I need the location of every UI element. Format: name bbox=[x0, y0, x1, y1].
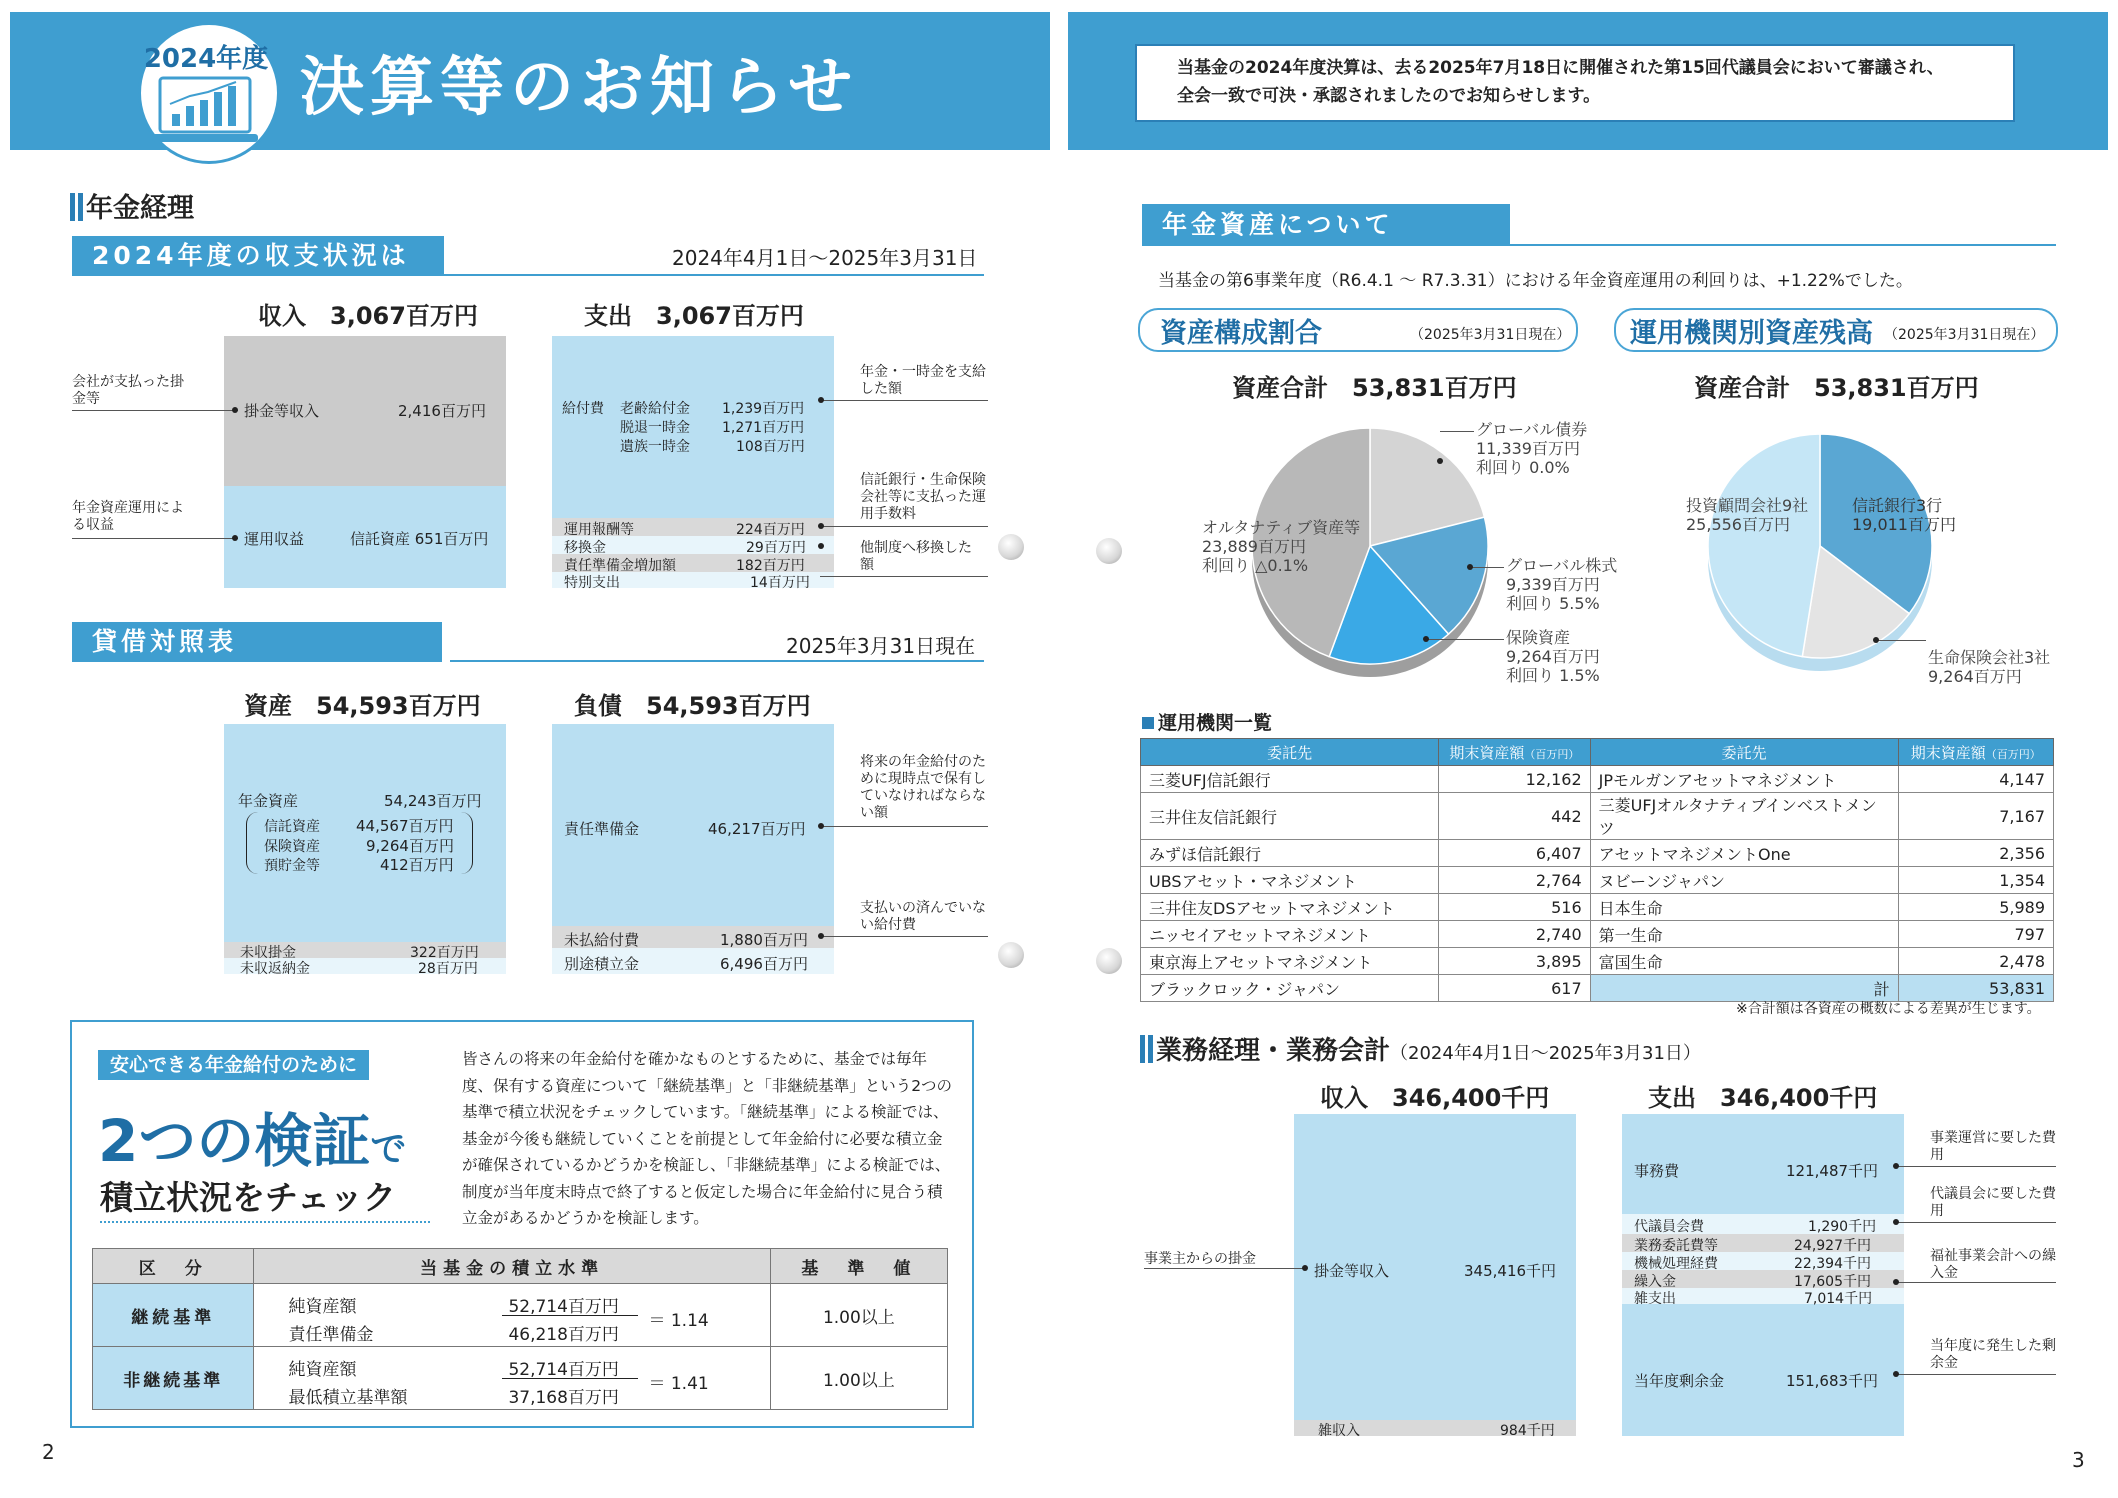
funding-check-table bbox=[92, 1248, 948, 1410]
assets-band-line bbox=[1510, 244, 2056, 246]
pie2-label-life: 生命保険会社3社 9,264百万円 bbox=[1928, 648, 2051, 686]
comp-date: （2025年3月31日現在） bbox=[1410, 327, 1571, 343]
pie-slice-2 bbox=[1708, 434, 1820, 657]
binder-hole bbox=[998, 534, 1024, 560]
ops-expense-label: 事務費 bbox=[1634, 1162, 1680, 1180]
income-period: 2024年4月1日〜2025年3月31日 bbox=[672, 246, 978, 270]
reserve-value: 46,217百万円 bbox=[708, 820, 806, 838]
kt-row-standard: 1.00以上 bbox=[770, 1284, 947, 1347]
inst-name-cell: JPモルガンアセットマネジメント bbox=[1590, 766, 1898, 793]
ops-note-council: 代議員会に要した費用 bbox=[1930, 1186, 2056, 1219]
asset-total: 資産 54,593百万円 bbox=[244, 692, 481, 720]
expense-note-transfer: 他制度へ移換した額 bbox=[860, 540, 972, 573]
inst-name-cell: 富国生命 bbox=[1590, 948, 1898, 975]
yield-text: 当基金の第6事業年度（R6.4.1 〜 R7.3.31）における年金資産運用の利回りは、+1.22%でした。 bbox=[1158, 271, 1913, 291]
sub-asset-value: 44,567百万円 bbox=[356, 817, 454, 835]
benefit-withdrawal-value: 1,271百万円 bbox=[722, 420, 805, 436]
inst-name-cell: 三菱UFJ信託銀行 bbox=[1141, 766, 1439, 793]
ops-expense-label: 雑支出 bbox=[1634, 1291, 1676, 1307]
laptop-chart-icon bbox=[150, 74, 260, 146]
inst-value-cell: 2,356 bbox=[1898, 840, 2053, 867]
expense-row-value: 182百万円 bbox=[736, 558, 805, 574]
pie1-label-alternative: オルタナティブ資産等 23,889百万円 利回り △0.1% bbox=[1202, 518, 1361, 575]
sub-asset-value: 9,264百万円 bbox=[366, 837, 454, 855]
inst-value-cell: 1,354 bbox=[1898, 867, 2053, 894]
expense-row-value: 224百万円 bbox=[736, 522, 805, 538]
inst-value-cell: 2,764 bbox=[1439, 867, 1590, 894]
inst-name-cell: ブラックロック・ジャパン bbox=[1141, 975, 1439, 1002]
page-number-right: 3 bbox=[2072, 1448, 2085, 1472]
inst-col-name: 委託先 bbox=[1141, 739, 1439, 766]
liability-row-label: 別途積立金 bbox=[564, 955, 640, 973]
kt-header-level: 当基金の積立水準 bbox=[254, 1249, 770, 1284]
table-row bbox=[1141, 793, 2054, 840]
ops-expense-value: 24,927千円 bbox=[1794, 1238, 1871, 1254]
bracket-left bbox=[246, 812, 259, 874]
inst-name-cell: アセットマネジメントOne bbox=[1590, 840, 1898, 867]
wavy-underline bbox=[100, 1218, 430, 1223]
inst-value-cell: 12,162 bbox=[1439, 766, 1590, 793]
pension-asset-label: 年金資産 bbox=[238, 792, 299, 810]
ops-expense-value: 17,605千円 bbox=[1794, 1274, 1871, 1290]
inst-name-cell: みずほ信託銀行 bbox=[1141, 840, 1439, 867]
ops-misc-income-value: 984千円 bbox=[1500, 1423, 1555, 1439]
binder-hole bbox=[1096, 948, 1122, 974]
inst-value-cell: 4,147 bbox=[1898, 766, 2053, 793]
inst-name-cell: ニッセイアセットマネジメント bbox=[1141, 921, 1439, 948]
inst-name-cell: 三菱UFJオルタナティブインベストメンツ bbox=[1590, 793, 1898, 840]
benefit-survivor-value: 108百万円 bbox=[736, 439, 805, 455]
inst-value-cell: 617 bbox=[1439, 975, 1590, 1002]
kt-header-category: 区 分 bbox=[93, 1249, 254, 1284]
ops-premium-label: 掛金等収入 bbox=[1314, 1262, 1390, 1280]
check-big-title-1: 2つの検証で bbox=[98, 1107, 407, 1175]
other-asset-label: 未収返納金 bbox=[240, 961, 310, 977]
inst-name-cell: 日本生命 bbox=[1590, 894, 1898, 921]
notice-line-1: 当基金の2024年度決算は、去る2025年7月18日に開催された第15回代議員会において審議され、 bbox=[1177, 58, 1944, 78]
ops-expense-label: 代議員会費 bbox=[1634, 1219, 1704, 1235]
inst-col-value: 期末資産額（百万円） bbox=[1439, 739, 1590, 766]
ops-expense-value: 7,014千円 bbox=[1804, 1291, 1873, 1307]
kt-row-name: 非継続基準 bbox=[93, 1347, 254, 1410]
ops-note-admin: 事業運営に要した費用 bbox=[1930, 1130, 2056, 1163]
inst-date: （2025年3月31日現在） bbox=[1884, 327, 2045, 343]
check-big-title-2: 積立状況をチェック bbox=[100, 1178, 397, 1217]
other-asset-value: 322百万円 bbox=[410, 945, 479, 961]
inst-value-cell: 2,478 bbox=[1898, 948, 2053, 975]
ops-expense-value: 151,683千円 bbox=[1786, 1372, 1879, 1390]
inst-col-value: 期末資産額（百万円） bbox=[1898, 739, 2053, 766]
inst-value-cell: 7,167 bbox=[1898, 793, 2053, 840]
comp-title: 資産構成割合 bbox=[1160, 318, 1322, 349]
inst-value-cell: 6,407 bbox=[1439, 840, 1590, 867]
pie2-label-trust: 信託銀行3行 19,011百万円 bbox=[1852, 496, 1956, 534]
sub-asset-label: 保険資産 bbox=[264, 839, 320, 855]
liability-row-label: 未払給付費 bbox=[564, 931, 640, 949]
page-title: 決算等のお知らせ bbox=[300, 51, 859, 125]
balance-band-line bbox=[450, 660, 984, 662]
comp-total: 資産合計 53,831百万円 bbox=[1232, 374, 1517, 402]
kt-row-name: 継続基準 bbox=[93, 1284, 254, 1347]
ops-income-total: 収入 346,400千円 bbox=[1320, 1084, 1550, 1112]
kt-row-level: 純資産額 52,714百万円 最低積立基準額 37,168百万円 ＝ 1.41 bbox=[254, 1347, 770, 1410]
premium-label: 掛金等収入 bbox=[244, 402, 320, 420]
inst-name-cell: UBSアセット・マネジメント bbox=[1141, 867, 1439, 894]
institution-pie bbox=[1700, 414, 1940, 684]
ops-expense-label: 機械処理経費 bbox=[1634, 1256, 1718, 1272]
kt-header-standard: 基 準 値 bbox=[770, 1249, 947, 1284]
expense-row-label: 運用報酬等 bbox=[564, 522, 634, 538]
institutions-footnote: ※合計額は各資産の概数による差異が生じます。 bbox=[1736, 1001, 2041, 1017]
other-asset-value: 28百万円 bbox=[418, 961, 478, 977]
inst-value-cell: 516 bbox=[1439, 894, 1590, 921]
ops-note-transfer: 福祉事業会計への繰入金 bbox=[1930, 1248, 2056, 1281]
pie1-label-bonds: グローバル債券 11,339百万円 利回り 0.0% bbox=[1476, 420, 1588, 477]
expense-row-value: 14百万円 bbox=[750, 575, 810, 591]
benefit-old-age-label: 老齢給付金 bbox=[620, 401, 690, 417]
income-band-line bbox=[444, 274, 984, 276]
premium-value: 2,416百万円 bbox=[398, 402, 486, 420]
expense-row-label: 特別支出 bbox=[564, 575, 620, 591]
binder-hole bbox=[998, 942, 1024, 968]
expense-note-benefits: 年金・一時金を支給した額 bbox=[860, 364, 986, 397]
ops-premium-value: 345,416千円 bbox=[1464, 1262, 1557, 1280]
liability-total: 負債 54,593百万円 bbox=[574, 692, 811, 720]
liability-row-value: 1,880百万円 bbox=[720, 931, 808, 949]
ops-misc-income-label: 雑収入 bbox=[1318, 1423, 1360, 1439]
table-row bbox=[1141, 921, 2054, 948]
reserve-label: 責任準備金 bbox=[564, 820, 640, 838]
expense-note-fees: 信託銀行・生命保険会社等に支払った運用手数料 bbox=[860, 472, 986, 522]
income-total: 収入 3,067百万円 bbox=[258, 302, 478, 330]
page-number-left: 2 bbox=[42, 1440, 55, 1464]
institutions-table bbox=[1140, 738, 2054, 1002]
ops-expense-value: 121,487千円 bbox=[1786, 1162, 1879, 1180]
inst-value-cell: 3,895 bbox=[1439, 948, 1590, 975]
ops-note-surplus: 当年度に発生した剰余金 bbox=[1930, 1338, 2056, 1371]
ops-expense-value: 1,290千円 bbox=[1808, 1219, 1877, 1235]
inst-value-cell: 53,831 bbox=[1898, 975, 2053, 1002]
table-row bbox=[1141, 894, 2054, 921]
benefit-old-age-value: 1,239百万円 bbox=[722, 401, 805, 417]
balance-band: 貸借対照表 bbox=[72, 622, 442, 662]
income-band: 2024年度の収支状況は bbox=[72, 236, 444, 276]
inst-name-cell: 東京海上アセットマネジメント bbox=[1141, 948, 1439, 975]
pension-heading: 年金経理 bbox=[70, 186, 194, 225]
balance-date: 2025年3月31日現在 bbox=[786, 634, 976, 658]
inst-name-cell: 第一生命 bbox=[1590, 921, 1898, 948]
inst-value-cell: 5,989 bbox=[1898, 894, 2053, 921]
inst-col-name: 委託先 bbox=[1590, 739, 1898, 766]
binder-hole bbox=[1096, 538, 1122, 564]
kt-row-level: 純資産額 52,714百万円 責任準備金 46,218百万円 ＝ 1.14 bbox=[254, 1284, 770, 1347]
liability-row-value: 6,496百万円 bbox=[720, 955, 808, 973]
investment-label: 運用収益 bbox=[244, 530, 305, 548]
ops-income-note: 事業主からの掛金 bbox=[1144, 1251, 1256, 1267]
investment-value: 信託資産 651百万円 bbox=[350, 530, 489, 548]
sub-asset-value: 412百万円 bbox=[380, 856, 454, 874]
benefit-survivor-label: 遺族一時金 bbox=[620, 439, 690, 455]
expense-total: 支出 3,067百万円 bbox=[584, 302, 804, 330]
sub-asset-label: 預貯金等 bbox=[264, 858, 320, 874]
liability-note-unpaid: 支払いの済んでいない給付費 bbox=[860, 900, 986, 933]
institutions-heading: 運用機関一覧 bbox=[1142, 708, 1272, 735]
year-badge-text: 2024年度 bbox=[143, 44, 269, 74]
inst-name-cell: ヌビーンジャパン bbox=[1590, 867, 1898, 894]
kt-row-standard: 1.00以上 bbox=[770, 1347, 947, 1410]
ops-expense-label: 当年度剰余金 bbox=[1634, 1372, 1725, 1390]
expense-row-label: 責任準備金増加額 bbox=[564, 558, 676, 574]
ops-expense-total: 支出 346,400千円 bbox=[1648, 1084, 1878, 1112]
bracket-right bbox=[460, 812, 473, 874]
notice-line-2: 全会一致で可決・承認されましたのでお知らせします。 bbox=[1177, 86, 1601, 106]
ops-heading: 業務経理・業務会計（2024年4月1日〜2025年3月31日） bbox=[1140, 1030, 1701, 1067]
sub-asset-label: 信託資産 bbox=[264, 819, 320, 835]
assets-band: 年金資産について bbox=[1142, 204, 1510, 246]
pie1-label-insurance: 保険資産 9,264百万円 利回り 1.5% bbox=[1506, 628, 1600, 685]
notice-box bbox=[1135, 44, 2015, 122]
pie2-label-advisors: 投資顧問会社9社 25,556百万円 bbox=[1686, 496, 1809, 534]
table-row bbox=[1141, 766, 2054, 793]
inst-name-cell: 三井住友信託銀行 bbox=[1141, 793, 1439, 840]
pie1-label-stocks: グローバル株式 9,339百万円 利回り 5.5% bbox=[1506, 556, 1618, 613]
check-tag: 安心できる年金給付のために bbox=[98, 1050, 369, 1080]
table-row bbox=[1141, 867, 2054, 894]
table-row bbox=[1141, 948, 2054, 975]
ops-expense-label: 業務委託費等 bbox=[1634, 1238, 1718, 1254]
inst-value-cell: 2,740 bbox=[1439, 921, 1590, 948]
premium-note: 会社が支払った掛金等 bbox=[72, 374, 184, 407]
other-asset-label: 未収掛金 bbox=[240, 945, 296, 961]
inst-title: 運用機関別資産残高 bbox=[1630, 318, 1873, 349]
expense-row-label: 移換金 bbox=[564, 540, 606, 556]
inst-value-cell: 442 bbox=[1439, 793, 1590, 840]
benefit-label: 給付費 bbox=[562, 401, 604, 417]
benefit-withdrawal-label: 脱退一時金 bbox=[620, 420, 690, 436]
ops-expense-value: 22,394千円 bbox=[1794, 1256, 1871, 1272]
inst-total: 資産合計 53,831百万円 bbox=[1694, 374, 1979, 402]
ops-expense-label: 繰入金 bbox=[1634, 1274, 1676, 1290]
check-body: 皆さんの将来の年金給付を確かなものとするために、基金では毎年度、保有する資産について「継続基準」と「非継続基準」という2つの基準で積立状況をチェックしています。「継続基準」による検証では、基金が今後も継続していくことを前提として年金給付に必要な積立金が確保されているかどうかを検証し、「非継続基準」による検証では、制度が当年度末時点で終了すると仮定した場合に年金給付に見合う積立金があるかどうかを検証します。 bbox=[462, 1050, 953, 1227]
table-row bbox=[1141, 840, 2054, 867]
pension-asset-value: 54,243百万円 bbox=[384, 792, 482, 810]
investment-note: 年金資産運用による収益 bbox=[72, 500, 184, 533]
liability-note-reserve: 将来の年金給付のために現時点で保有していなければならない額 bbox=[860, 754, 986, 821]
inst-name-cell: 三井住友DSアセットマネジメント bbox=[1141, 894, 1439, 921]
expense-row-value: 29百万円 bbox=[746, 540, 806, 556]
inst-value-cell: 797 bbox=[1898, 921, 2053, 948]
inst-name-cell: 計 bbox=[1590, 975, 1898, 1002]
